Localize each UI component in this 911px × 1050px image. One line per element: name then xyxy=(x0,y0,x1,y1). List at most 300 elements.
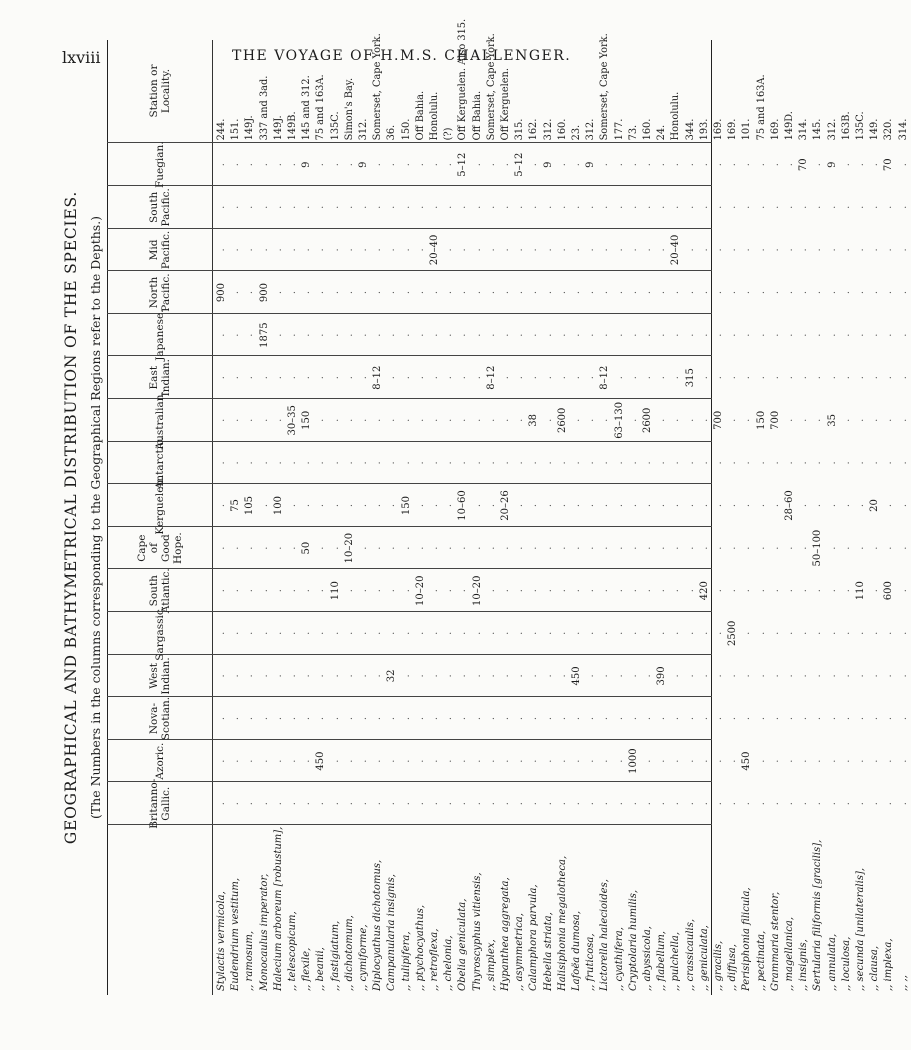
empty-cell-dot: . xyxy=(784,333,795,337)
empty-cell-dot: . xyxy=(272,631,284,635)
empty-cell-dot: . xyxy=(698,759,710,763)
empty-cell-dot: . xyxy=(528,163,540,167)
station-locality: 160. xyxy=(642,118,653,141)
empty-cell-dot: . xyxy=(471,546,483,550)
depth-value: 9 xyxy=(301,161,313,168)
empty-cell-dot: . xyxy=(244,716,256,721)
empty-cell-dot: . xyxy=(755,376,767,380)
empty-cell-dot: . xyxy=(372,248,384,252)
empty-cell-dot: . xyxy=(358,503,369,508)
empty-cell-dot: . xyxy=(869,418,881,422)
empty-cell-dot: . xyxy=(372,290,384,295)
empty-cell-dot: . xyxy=(400,546,412,550)
empty-cell-dot: . xyxy=(471,205,483,209)
empty-cell-dot: . xyxy=(301,716,313,721)
empty-cell-dot: . xyxy=(429,503,440,508)
depth-value: 2500 xyxy=(727,620,739,647)
empty-cell-dot: . xyxy=(812,631,824,635)
empty-cell-dot: . xyxy=(216,631,227,635)
empty-cell-dot: . xyxy=(840,290,852,295)
empty-cell-dot: . xyxy=(414,248,426,252)
empty-cell-dot: . xyxy=(457,546,469,550)
species-name: Lafoëa dumosa, xyxy=(571,911,582,991)
empty-cell-dot: . xyxy=(698,716,710,721)
empty-cell-dot: . xyxy=(698,546,710,550)
empty-cell-dot: . xyxy=(727,589,739,593)
empty-cell-dot: . xyxy=(769,376,781,380)
empty-cell-dot: . xyxy=(642,546,653,550)
empty-cell-dot: . xyxy=(429,163,440,167)
empty-cell-dot: . xyxy=(585,205,597,209)
station-locality: 162. xyxy=(528,118,540,141)
empty-cell-dot: . xyxy=(414,759,426,763)
empty-cell-dot: . xyxy=(244,674,256,678)
species-name: ,, implexa, xyxy=(883,938,895,991)
empty-cell-dot: . xyxy=(627,546,639,550)
empty-cell-dot: . xyxy=(556,248,568,252)
empty-cell-dot: . xyxy=(798,333,810,337)
species-name: Obelia geniculata, xyxy=(457,898,469,991)
empty-cell-dot: . xyxy=(798,759,810,763)
depth-value: 28–60 xyxy=(784,490,795,521)
species-name: ,, chelonia, xyxy=(443,935,455,991)
empty-cell-dot: . xyxy=(812,418,824,422)
empty-cell-dot: . xyxy=(684,290,696,295)
empty-cell-dot: . xyxy=(216,418,227,422)
depth-value: 315 xyxy=(684,368,696,388)
empty-cell-dot: . xyxy=(542,759,554,763)
depth-value: 35 xyxy=(826,413,838,427)
empty-cell-dot: . xyxy=(684,674,696,678)
empty-cell-dot: . xyxy=(713,290,724,295)
empty-cell-dot: . xyxy=(670,759,682,763)
empty-cell-dot: . xyxy=(414,461,426,465)
empty-cell-dot: . xyxy=(258,759,270,763)
station-locality: 312. xyxy=(826,118,838,141)
empty-cell-dot: . xyxy=(343,589,355,593)
empty-cell-dot: . xyxy=(897,589,909,593)
depth-value: 420 xyxy=(698,581,710,601)
empty-cell-dot: . xyxy=(840,716,852,721)
empty-cell-dot: . xyxy=(656,376,668,380)
empty-cell-dot: . xyxy=(244,631,256,635)
empty-cell-dot: . xyxy=(798,631,810,635)
empty-cell-dot: . xyxy=(556,163,568,167)
empty-cell-dot: . xyxy=(244,333,256,337)
species-name: ,, annulata, xyxy=(826,933,838,991)
empty-cell-dot: . xyxy=(840,376,852,380)
empty-cell-dot: . xyxy=(755,674,767,678)
empty-cell-dot: . xyxy=(230,589,242,593)
empty-cell-dot: . xyxy=(627,461,639,465)
empty-cell-dot: . xyxy=(670,503,682,508)
column-header: Britanno-Gallic. xyxy=(147,778,172,829)
empty-cell-dot: . xyxy=(627,802,639,806)
empty-cell-dot: . xyxy=(528,716,540,721)
empty-cell-dot: . xyxy=(642,461,653,465)
empty-cell-dot: . xyxy=(599,589,611,593)
empty-cell-dot: . xyxy=(883,802,895,806)
empty-cell-dot: . xyxy=(840,631,852,635)
empty-cell-dot: . xyxy=(556,290,568,295)
empty-cell-dot: . xyxy=(713,333,724,337)
station-column-header: Station or Locality. xyxy=(147,64,172,118)
empty-cell-dot: . xyxy=(372,546,384,550)
empty-cell-dot: . xyxy=(840,546,852,550)
empty-cell-dot: . xyxy=(272,802,284,806)
empty-cell-dot: . xyxy=(755,333,767,337)
empty-cell-dot: . xyxy=(287,759,298,763)
depth-value: 150 xyxy=(400,495,412,516)
empty-cell-dot: . xyxy=(542,290,554,295)
depth-value: 75 xyxy=(230,499,242,512)
empty-cell-dot: . xyxy=(443,759,455,763)
empty-cell-dot: . xyxy=(784,802,795,806)
empty-cell-dot: . xyxy=(485,589,497,593)
empty-cell-dot: . xyxy=(500,376,511,380)
empty-cell-dot: . xyxy=(358,376,369,380)
empty-cell-dot: . xyxy=(244,418,256,422)
empty-cell-dot: . xyxy=(897,503,909,508)
empty-cell-dot: . xyxy=(500,589,511,593)
column-header: Mid Pacific. xyxy=(147,230,172,270)
empty-cell-dot: . xyxy=(784,290,795,295)
empty-cell-dot: . xyxy=(784,376,795,380)
empty-cell-dot: . xyxy=(244,546,256,550)
empty-cell-dot: . xyxy=(556,461,568,465)
empty-cell-dot: . xyxy=(613,716,625,721)
empty-cell-dot: . xyxy=(855,461,866,465)
empty-cell-dot: . xyxy=(670,674,682,678)
empty-cell-dot: . xyxy=(414,631,426,635)
empty-cell-dot: . xyxy=(741,376,753,380)
empty-cell-dot: . xyxy=(642,503,653,508)
empty-cell-dot: . xyxy=(301,290,313,295)
empty-cell-dot: . xyxy=(272,674,284,678)
empty-cell-dot: . xyxy=(869,461,881,465)
empty-cell-dot: . xyxy=(315,802,327,806)
empty-cell-dot: . xyxy=(443,674,455,678)
empty-cell-dot: . xyxy=(798,674,810,678)
empty-cell-dot: . xyxy=(315,461,327,465)
empty-cell-dot: . xyxy=(613,674,625,678)
empty-cell-dot: . xyxy=(840,205,852,209)
empty-cell-dot: . xyxy=(443,205,455,209)
empty-cell-dot: . xyxy=(386,631,398,635)
empty-cell-dot: . xyxy=(443,376,455,380)
empty-cell-dot: . xyxy=(386,503,398,508)
empty-cell-dot: . xyxy=(358,205,369,209)
empty-cell-dot: . xyxy=(727,290,739,295)
empty-cell-dot: . xyxy=(599,163,611,167)
station-locality: 150. xyxy=(400,118,412,141)
empty-cell-dot: . xyxy=(287,205,298,209)
empty-cell-dot: . xyxy=(613,546,625,550)
empty-cell-dot: . xyxy=(315,503,327,508)
empty-cell-dot: . xyxy=(258,716,270,721)
column-header: Kerguelen. xyxy=(153,476,166,535)
empty-cell-dot: . xyxy=(613,248,625,252)
empty-cell-dot: . xyxy=(798,418,810,422)
station-locality: 314. xyxy=(897,118,909,141)
empty-cell-dot: . xyxy=(897,802,909,806)
empty-cell-dot: . xyxy=(315,631,327,635)
empty-cell-dot: . xyxy=(258,376,270,380)
depth-value: 700 xyxy=(713,410,724,430)
depth-value: 30–35 xyxy=(287,405,298,436)
empty-cell-dot: . xyxy=(315,163,327,167)
empty-cell-dot: . xyxy=(812,759,824,763)
empty-cell-dot: . xyxy=(855,205,866,209)
empty-cell-dot: . xyxy=(443,503,455,508)
empty-cell-dot: . xyxy=(656,546,668,550)
empty-cell-dot: . xyxy=(443,716,455,721)
empty-cell-dot: . xyxy=(897,418,909,422)
empty-cell-dot: . xyxy=(301,674,313,678)
station-locality: 320. xyxy=(883,118,895,141)
empty-cell-dot: . xyxy=(272,546,284,550)
empty-cell-dot: . xyxy=(727,674,739,678)
empty-cell-dot: . xyxy=(429,546,440,550)
empty-cell-dot: . xyxy=(741,333,753,337)
empty-cell-dot: . xyxy=(358,461,369,465)
table-subtitle: (The Numbers in the columns corresponding to the Geographical Regions refer to the Depths.) xyxy=(88,215,103,820)
empty-cell-dot: . xyxy=(585,290,597,295)
page-number: lxviii xyxy=(62,48,101,67)
species-name: ,, ,, xyxy=(897,975,909,991)
empty-cell-dot: . xyxy=(713,376,724,380)
empty-cell-dot: . xyxy=(500,290,511,295)
empty-cell-dot: . xyxy=(769,716,781,721)
empty-cell-dot: . xyxy=(500,333,511,337)
depth-value: 32 xyxy=(386,669,398,683)
empty-cell-dot: . xyxy=(528,503,540,508)
depth-value: 1875 xyxy=(258,322,270,348)
empty-cell-dot: . xyxy=(599,205,611,209)
empty-cell-dot: . xyxy=(571,631,582,635)
empty-cell-dot: . xyxy=(656,461,668,465)
empty-cell-dot: . xyxy=(627,248,639,252)
empty-cell-dot: . xyxy=(358,290,369,295)
empty-cell-dot: . xyxy=(883,546,895,550)
empty-cell-dot: . xyxy=(258,461,270,465)
empty-cell-dot: . xyxy=(656,333,668,337)
empty-cell-dot: . xyxy=(528,759,540,763)
empty-cell-dot: . xyxy=(471,333,483,337)
empty-cell-dot: . xyxy=(755,248,767,252)
empty-cell-dot: . xyxy=(542,461,554,465)
empty-cell-dot: . xyxy=(684,631,696,635)
empty-cell-dot: . xyxy=(656,503,668,508)
empty-cell-dot: . xyxy=(883,759,895,763)
station-locality: 149J. xyxy=(244,115,256,141)
empty-cell-dot: . xyxy=(769,503,781,508)
empty-cell-dot: . xyxy=(869,631,881,635)
empty-cell-dot: . xyxy=(571,589,582,593)
empty-cell-dot: . xyxy=(372,503,384,508)
empty-cell-dot: . xyxy=(287,376,298,380)
empty-cell-dot: . xyxy=(457,418,469,422)
empty-cell-dot: . xyxy=(400,802,412,806)
empty-cell-dot: . xyxy=(571,163,582,167)
empty-cell-dot: . xyxy=(684,461,696,465)
empty-cell-dot: . xyxy=(670,376,682,380)
empty-cell-dot: . xyxy=(855,163,866,167)
empty-cell-dot: . xyxy=(556,716,568,721)
empty-cell-dot: . xyxy=(457,461,469,465)
empty-cell-dot: . xyxy=(698,802,710,806)
empty-cell-dot: . xyxy=(329,546,341,550)
depth-value: 450 xyxy=(741,751,753,771)
station-locality: 169. xyxy=(769,118,781,141)
empty-cell-dot: . xyxy=(471,802,483,806)
empty-cell-dot: . xyxy=(457,333,469,337)
empty-cell-dot: . xyxy=(642,163,653,167)
empty-cell-dot: . xyxy=(272,461,284,465)
empty-cell-dot: . xyxy=(613,461,625,465)
empty-cell-dot: . xyxy=(443,631,455,635)
empty-cell-dot: . xyxy=(755,802,767,806)
empty-cell-dot: . xyxy=(372,163,384,167)
empty-cell-dot: . xyxy=(670,716,682,721)
empty-cell-dot: . xyxy=(826,376,838,380)
species-name: Campanularia insignis, xyxy=(386,874,398,991)
empty-cell-dot: . xyxy=(613,759,625,763)
empty-cell-dot: . xyxy=(258,589,270,593)
empty-cell-dot: . xyxy=(315,376,327,380)
empty-cell-dot: . xyxy=(556,333,568,337)
empty-cell-dot: . xyxy=(684,248,696,252)
empty-cell-dot: . xyxy=(840,674,852,678)
species-name: ,, diffusa, xyxy=(727,944,739,991)
empty-cell-dot: . xyxy=(769,759,781,763)
empty-cell-dot: . xyxy=(414,546,426,550)
empty-cell-dot: . xyxy=(869,290,881,295)
empty-cell-dot: . xyxy=(585,802,597,806)
depth-value: 150 xyxy=(755,410,767,430)
empty-cell-dot: . xyxy=(585,333,597,337)
empty-cell-dot: . xyxy=(627,674,639,678)
empty-cell-dot: . xyxy=(358,631,369,635)
empty-cell-dot: . xyxy=(571,376,582,380)
empty-cell-dot: . xyxy=(429,290,440,295)
empty-cell-dot: . xyxy=(414,376,426,380)
empty-cell-dot: . xyxy=(514,546,526,550)
column-header: Cape of Good Hope. xyxy=(135,532,184,564)
empty-cell-dot: . xyxy=(741,205,753,209)
species-name: Thyroscyphus vitiensis, xyxy=(471,872,483,991)
empty-cell-dot: . xyxy=(798,248,810,252)
empty-cell-dot: . xyxy=(784,546,795,550)
empty-cell-dot: . xyxy=(698,674,710,678)
empty-cell-dot: . xyxy=(585,418,597,422)
depth-value: 9 xyxy=(585,161,597,168)
station-locality: 135C. xyxy=(855,111,866,141)
empty-cell-dot: . xyxy=(571,716,582,721)
empty-cell-dot: . xyxy=(897,333,909,337)
empty-cell-dot: . xyxy=(230,333,242,337)
empty-cell-dot: . xyxy=(798,716,810,721)
empty-cell-dot: . xyxy=(713,248,724,252)
empty-cell-dot: . xyxy=(400,589,412,593)
empty-cell-dot: . xyxy=(556,674,568,678)
empty-cell-dot: . xyxy=(798,802,810,806)
empty-cell-dot: . xyxy=(840,248,852,252)
column-header: West Indian. xyxy=(147,657,172,695)
empty-cell-dot: . xyxy=(784,759,795,763)
empty-cell-dot: . xyxy=(741,418,753,422)
empty-cell-dot: . xyxy=(400,163,412,167)
station-locality: 149J. xyxy=(272,115,284,141)
empty-cell-dot: . xyxy=(329,248,341,252)
column-header: South Pacific. xyxy=(147,188,172,227)
empty-cell-dot: . xyxy=(457,759,469,763)
depth-value: 70 xyxy=(883,158,895,172)
empty-cell-dot: . xyxy=(855,716,866,721)
empty-cell-dot: . xyxy=(698,503,710,508)
empty-cell-dot: . xyxy=(358,248,369,252)
depth-value: 5–12 xyxy=(457,152,469,177)
empty-cell-dot: . xyxy=(826,589,838,593)
empty-cell-dot: . xyxy=(216,461,227,465)
station-locality: 169. xyxy=(713,118,724,141)
empty-cell-dot: . xyxy=(429,461,440,465)
empty-cell-dot: . xyxy=(216,503,227,508)
station-locality: 160. xyxy=(556,118,568,141)
empty-cell-dot: . xyxy=(784,163,795,167)
empty-cell-dot: . xyxy=(670,802,682,806)
empty-cell-dot: . xyxy=(514,290,526,295)
empty-cell-dot: . xyxy=(429,376,440,380)
empty-cell-dot: . xyxy=(358,546,369,550)
empty-cell-dot: . xyxy=(855,418,866,422)
species-name: ,, geniculata, xyxy=(698,925,710,991)
empty-cell-dot: . xyxy=(713,546,724,550)
depth-value: 8–12 xyxy=(485,365,497,390)
empty-cell-dot: . xyxy=(883,418,895,422)
empty-cell-dot: . xyxy=(727,333,739,337)
empty-cell-dot: . xyxy=(741,503,753,508)
species-name: ,, dichotomum, xyxy=(343,915,355,991)
empty-cell-dot: . xyxy=(414,802,426,806)
empty-cell-dot: . xyxy=(514,631,526,635)
empty-cell-dot: . xyxy=(216,248,227,252)
empty-cell-dot: . xyxy=(287,802,298,806)
species-name: ,, pulchella, xyxy=(670,931,682,991)
empty-cell-dot: . xyxy=(769,674,781,678)
species-name: Eudendrium vestitum, xyxy=(230,877,242,991)
empty-cell-dot: . xyxy=(840,418,852,422)
empty-cell-dot: . xyxy=(343,418,355,422)
empty-cell-dot: . xyxy=(542,631,554,635)
empty-cell-dot: . xyxy=(500,163,511,167)
empty-cell-dot: . xyxy=(755,759,767,763)
empty-cell-dot: . xyxy=(713,503,724,508)
depth-value: 700 xyxy=(769,410,781,430)
empty-cell-dot: . xyxy=(457,802,469,806)
empty-cell-dot: . xyxy=(485,163,497,167)
empty-cell-dot: . xyxy=(897,546,909,550)
station-locality: Simon's Bay. xyxy=(343,77,355,141)
depth-value: 10–20 xyxy=(471,575,483,606)
station-locality: 177. xyxy=(613,118,625,141)
empty-cell-dot: . xyxy=(571,546,582,550)
empty-cell-dot: . xyxy=(571,503,582,508)
empty-cell-dot: . xyxy=(443,333,455,337)
species-name: Lictorella halecioides, xyxy=(599,879,611,991)
depth-value: 8–12 xyxy=(372,365,384,390)
empty-cell-dot: . xyxy=(372,589,384,593)
